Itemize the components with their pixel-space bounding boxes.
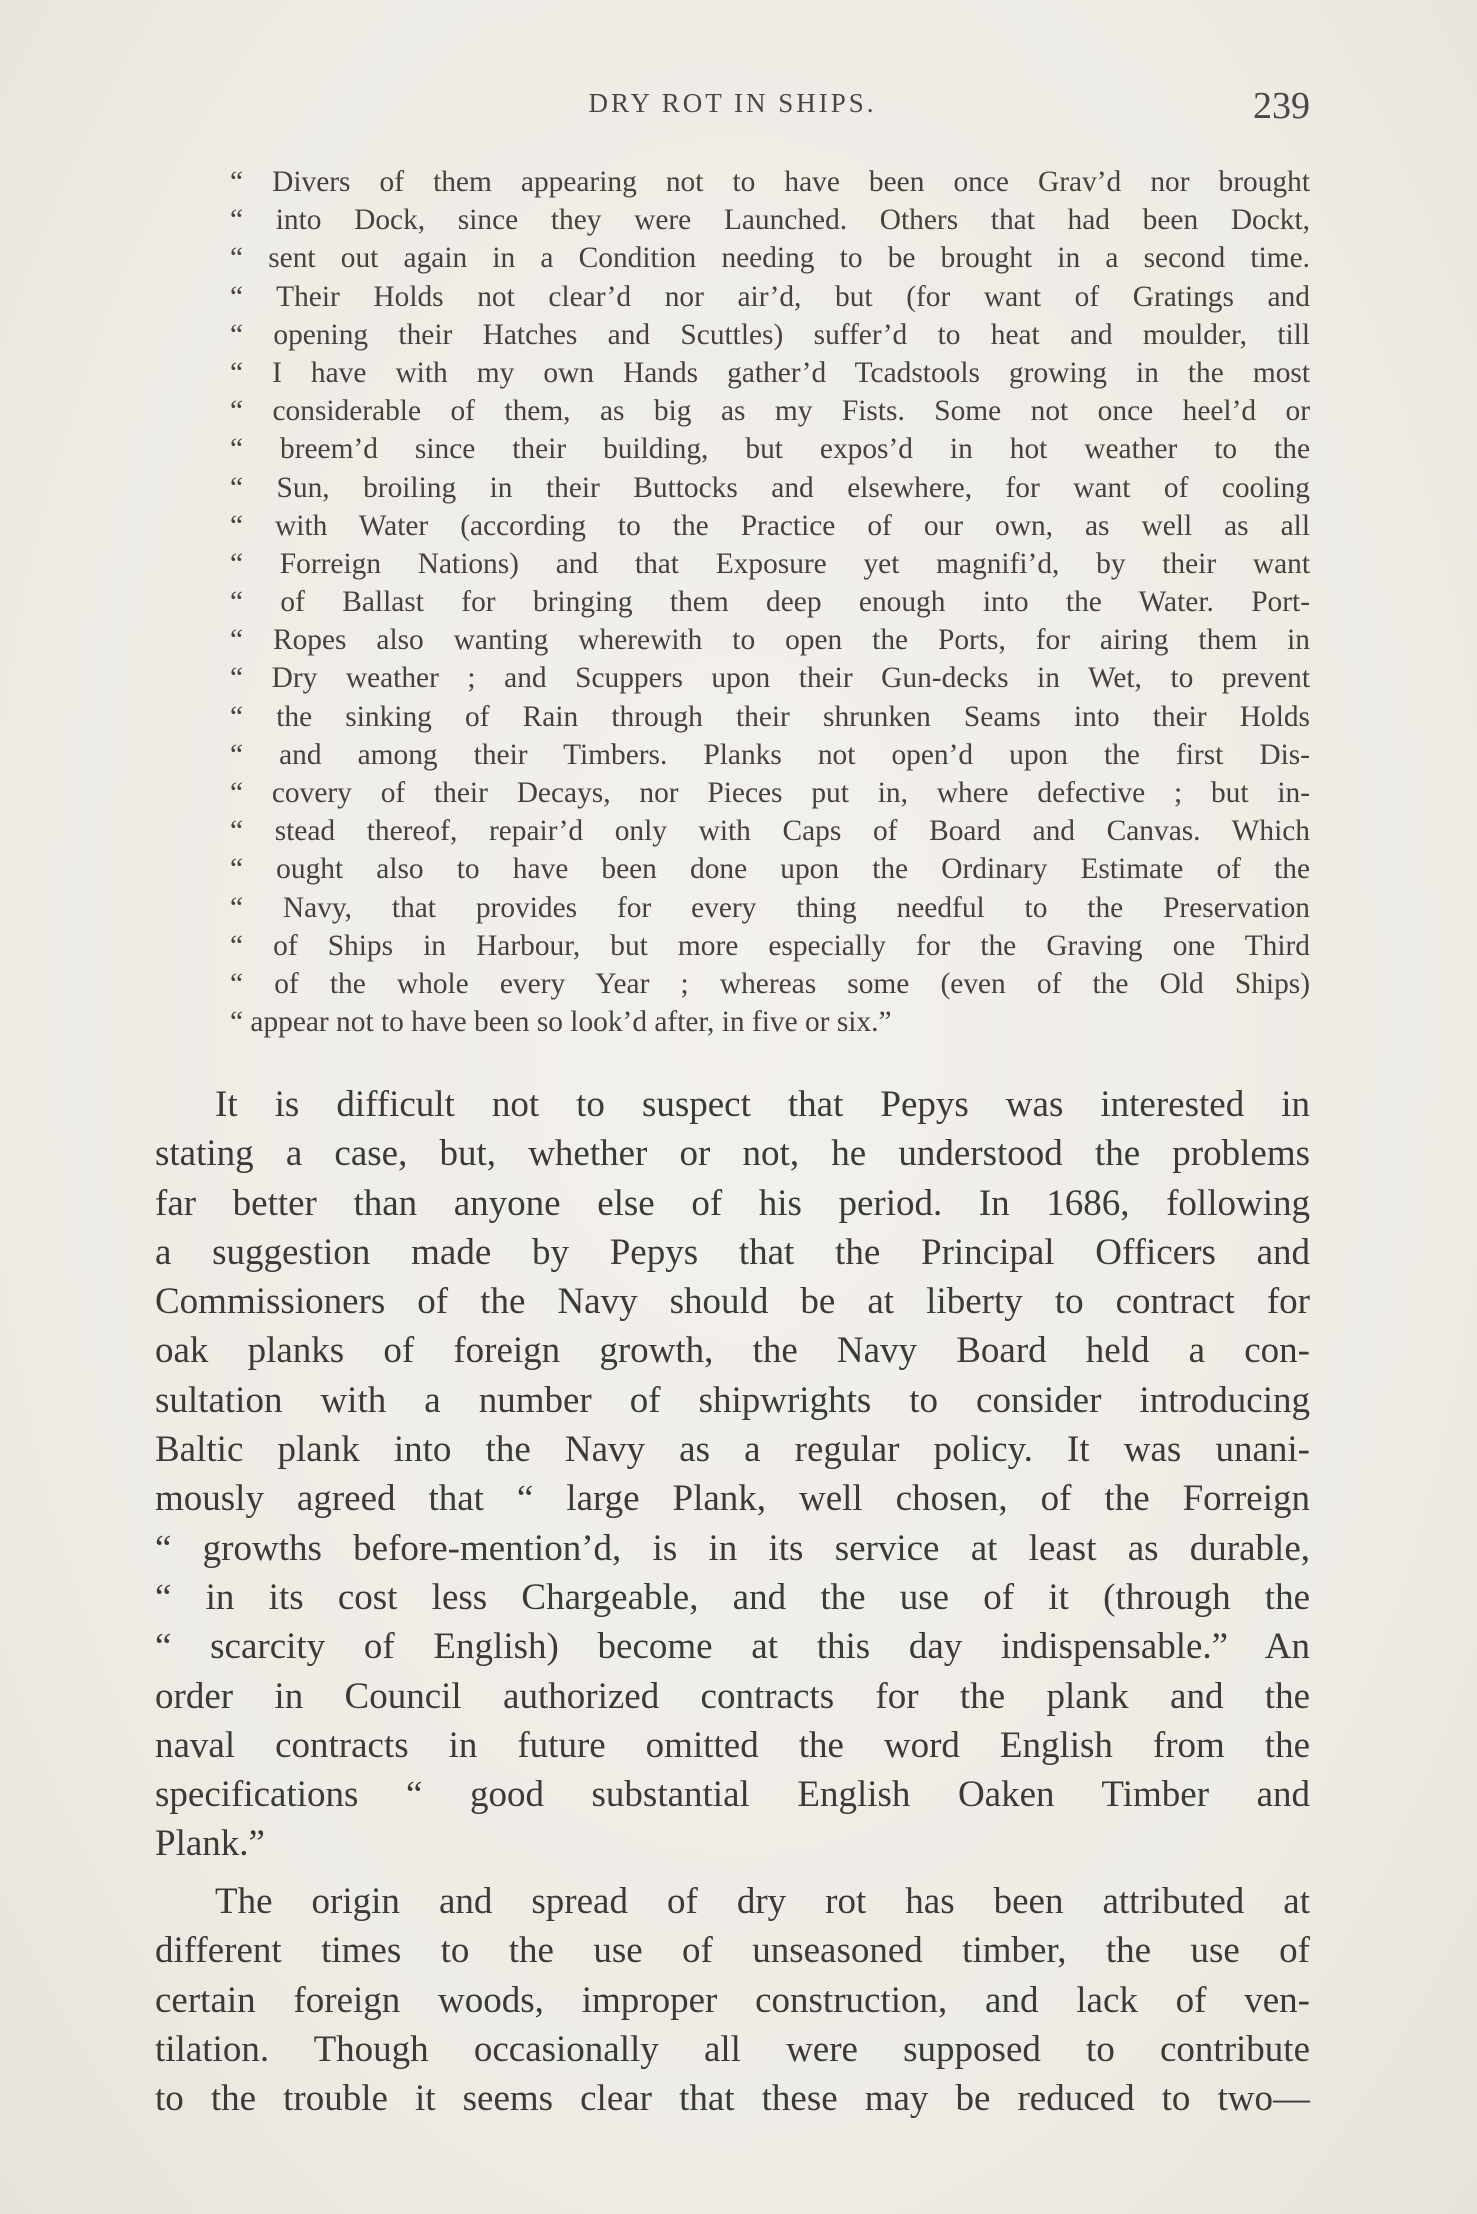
paragraph-line: Commissioners of the Navy should be at liberty to contract for [155,1281,1310,1323]
quote-line: “ into Dock, since they were Launched. Others that had been Dockt, [230,204,1310,237]
paragraph-line: to the trouble it seems clear that these may be reduced to two— [155,2078,1310,2120]
quote-line: “ appear not to have been so look’d after, in five or six.” [230,1006,892,1039]
block-quotation [230,163,1310,1041]
paragraph-line: naval contracts in future omitted the word English from the [155,1724,1310,1766]
paragraph-line: different times to the use of unseasoned timber, the use of [155,1930,1310,1972]
paragraph-line: “ scarcity of English) become at this day indispensable.” An [155,1626,1310,1668]
quote-line: “ with Water (according to the Practice of our own, as well as all [230,509,1310,542]
paragraph-line: tilation. Though occasionally all were supposed to contribute [155,2028,1310,2070]
quote-line: “ Dry weather ; and Scuppers upon their Gun-decks in Wet, to prevent [230,662,1310,695]
paragraph-line: a suggestion made by Pepys that the Principal Officers and [155,1231,1310,1273]
paragraph-line: It is difficult not to suspect that Pepys was interested in [215,1084,1310,1125]
quote-line: “ Ropes also wanting wherewith to open the Ports, for airing them in [230,624,1310,657]
paragraph-line: order in Council authorized contracts for the plank and the [155,1675,1310,1717]
paragraph-line: far better than anyone else of his period. In 1686, following [155,1182,1310,1224]
quote-line: “ considerable of them, as big as my Fists. Some not once heel’d or [230,395,1310,428]
paragraph-line: oak planks of foreign growth, the Navy Board held a con- [155,1330,1310,1372]
quote-line: “ the sinking of Rain through their shrunken Seams into their Holds [230,700,1310,733]
paragraph-line: stating a case, but, whether or not, he understood the problems [155,1133,1310,1175]
paragraph-line: sultation with a number of shipwrights to consider introducing [155,1379,1310,1421]
paragraph-line: certain foreign woods, improper construction, and lack of ven- [155,1979,1310,2021]
page-number: 239 [1253,85,1310,127]
quote-line: “ breem’d since their building, but expos’d in hot weather to the [230,433,1310,466]
body-paragraph [155,1877,1310,2123]
quote-line: “ Sun, broiling in their Buttocks and elsewhere, for want of cooling [230,471,1310,504]
quote-line: “ Divers of them appearing not to have been once Grav’d nor brought [230,166,1310,198]
quote-line: “ of Ballast for bringing them deep enough into the Water. Port- [230,586,1310,619]
quote-line: “ sent out again in a Condition needing to be brought in a second time. [230,242,1310,275]
paragraph-line: The origin and spread of dry rot has been attributed at [215,1881,1310,1922]
paragraph-line: “ in its cost less Chargeable, and the use of it (through the [155,1576,1310,1618]
body-paragraph [155,1080,1310,1869]
quote-line: “ I have with my own Hands gather’d Tcadstools growing in the most [230,356,1310,389]
paragraph-line: Baltic plank into the Navy as a regular policy. It was unani- [155,1429,1310,1471]
quote-line: “ of Ships in Harbour, but more especially for the Graving one Third [230,929,1310,962]
quote-line: “ covery of their Decays, nor Pieces put in, where defective ; but in- [230,777,1310,809]
quote-line: “ and among their Timbers. Planks not open’d upon the first Dis- [230,738,1310,771]
running-head [155,85,1310,138]
quote-line: “ opening their Hatches and Scuttles) suffer’d to heat and moulder, till [230,318,1310,351]
quote-line: “ ought also to have been done upon the Ordinary Estimate of the [230,853,1310,886]
quote-line: “ Navy, that provides for every thing needful to the Preservation [230,891,1310,924]
quote-line: “ of the whole every Year ; whereas some (even of the Old Ships) [230,967,1310,1000]
paragraph-line: specifications “ good substantial English Oaken Timber and [155,1774,1310,1816]
paragraph-line: “ growths before-mention’d, is in its service at least as durable, [155,1527,1310,1569]
paragraph-line: mously agreed that “ large Plank, well chosen, of the Forreign [155,1478,1310,1520]
quote-line: “ Their Holds not clear’d nor air’d, but (for want of Gratings and [230,280,1310,313]
quote-line: “ stead thereof, repair’d only with Caps of Board and Canvas. Which [230,815,1310,848]
paragraph-line: Plank.” [155,1823,265,1865]
running-title: DRY ROT IN SHIPS. [588,88,877,118]
quote-line: “ Forreign Nations) and that Exposure yet magnifi’d, by their want [230,547,1310,580]
